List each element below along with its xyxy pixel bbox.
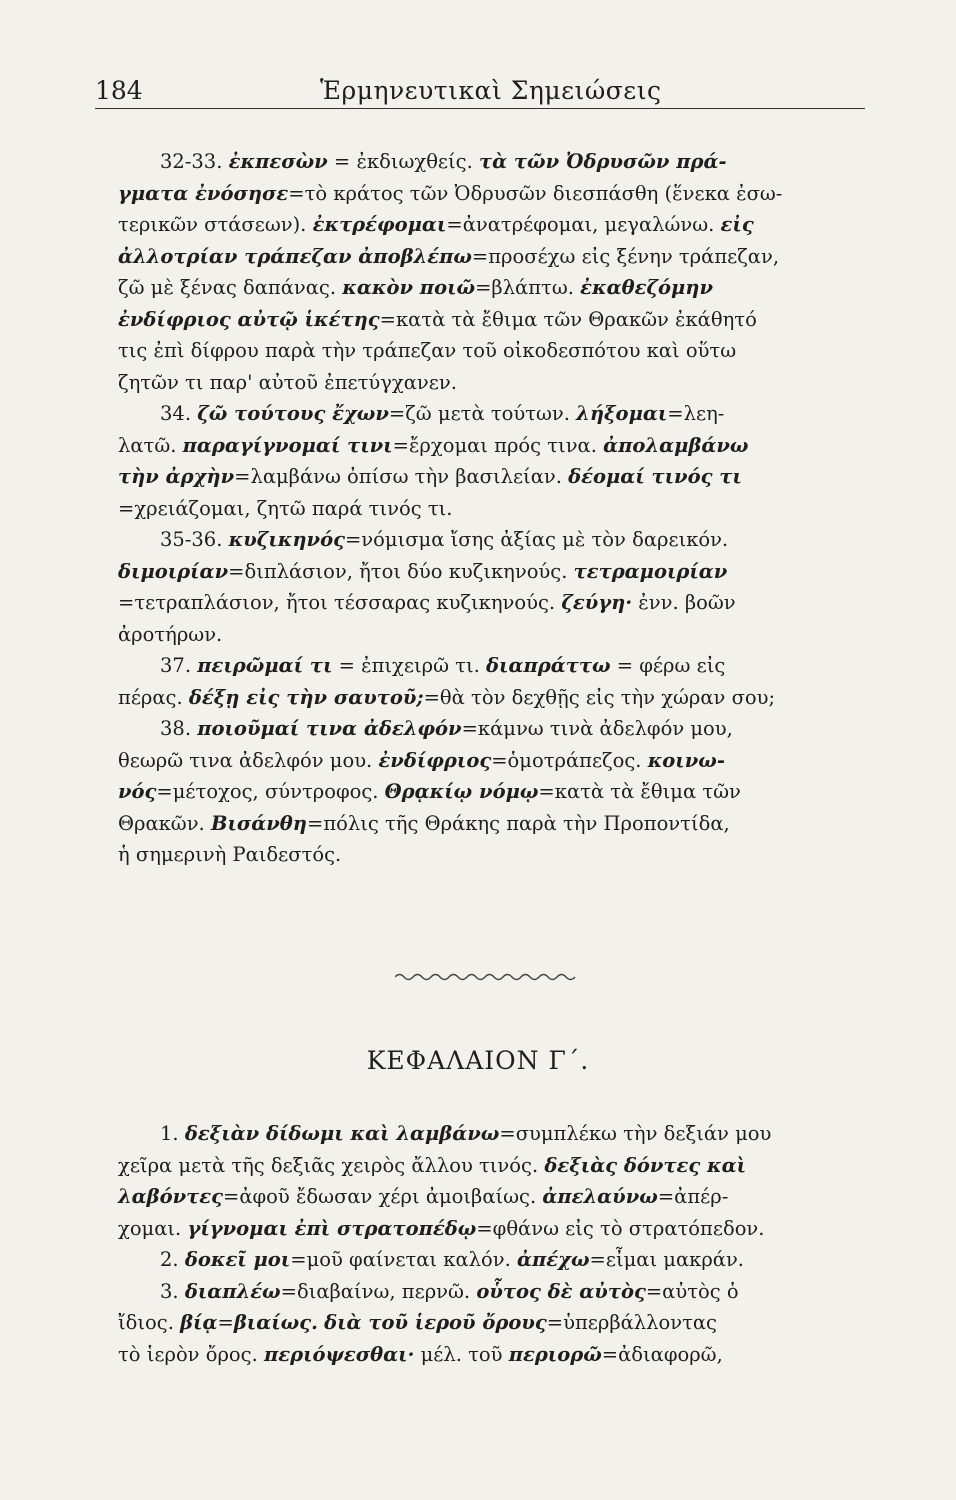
text-line	[118, 556, 870, 588]
text-line	[118, 461, 870, 493]
term: γίγνομαι ἐπὶ στρατοπέδῳ	[187, 1216, 477, 1240]
gloss-text: =ἀνατρέφομαι, μεγαλώνω.	[446, 213, 721, 236]
text-line	[118, 1213, 870, 1245]
term: οὗτος δὲ αὐτὸς	[476, 1279, 646, 1303]
gloss-text: =τετραπλάσιον, ἤτοι τέσσαρας κυζικηνούς.	[118, 591, 562, 614]
gloss-text: ζῶ μὲ ξένας δαπάνας.	[118, 276, 343, 299]
text-line	[118, 808, 870, 840]
gloss-text: =αὐτὸς ὁ	[645, 1279, 739, 1303]
text-line	[118, 1307, 870, 1339]
term: ἐνδίφριος αὐτῷ ἱκέτης	[118, 307, 380, 331]
gloss-text: =πόλις τῆς Θράκης παρὰ τὴν Προποντίδα,	[306, 811, 730, 835]
term: ἐκπεσὼν	[228, 150, 328, 173]
gloss-text: ἀροτήρων.	[118, 622, 223, 646]
gloss-text: =προσέχω εἰς ξένην τράπεζαν,	[471, 244, 780, 268]
term: ἀλλοτρίαν τράπεζαν ἀποβλέπω	[118, 244, 472, 268]
gloss-text: =λεη-	[667, 402, 725, 425]
term: διὰ τοῦ ἱεροῦ ὄρους	[324, 1311, 547, 1334]
gloss-text: =ἔρχομαι πρός τινα.	[392, 433, 604, 457]
text-line	[118, 398, 870, 430]
gloss-text: 37.	[160, 654, 198, 677]
term: ἐνδίφριος	[378, 748, 492, 772]
term: κοινω-	[647, 748, 725, 772]
gloss-text: =διαβαίνω, περνῶ.	[280, 1279, 477, 1303]
term: κακὸν ποιῶ	[342, 276, 476, 299]
gloss-text: =εἶμαι μακράν.	[589, 1248, 745, 1271]
gloss-text: =ζῶ μετὰ τούτων.	[388, 402, 577, 425]
term: γματα ἐνόσησε	[118, 181, 289, 205]
text-line	[118, 524, 870, 556]
gloss-text: =κάμνω τινὰ ἀδελφόν μου,	[461, 717, 733, 740]
term: εἰς	[720, 213, 754, 236]
text-line	[118, 776, 870, 808]
term: τετραμοιρίαν	[573, 559, 728, 583]
text-line	[118, 367, 870, 399]
gloss-text: τις ἐπὶ δίφρου παρὰ τὴν τράπεζαν τοῦ οἰκοδεσπότου καὶ οὕτω	[118, 339, 737, 362]
text-line	[118, 146, 870, 178]
notes-section-chapter-3	[118, 1118, 870, 1370]
gloss-text: 32-33.	[160, 150, 229, 173]
gloss-text: =διπλάσιον, ἤτοι δύο κυζικηνούς.	[228, 559, 574, 583]
term: λήξομαι	[576, 402, 668, 425]
gloss-text: χομαι.	[118, 1216, 188, 1240]
term: δέομαί τινός τι	[568, 465, 742, 488]
term: βιαίως.	[233, 1311, 318, 1334]
term: πειρῶμαί τι	[197, 654, 333, 677]
gloss-text: 38.	[160, 717, 198, 740]
term: ἐκτρέφομαι	[312, 213, 447, 236]
gloss-text: =ἀπέρ-	[657, 1185, 729, 1208]
term: Βισάνθη	[210, 811, 307, 835]
text-line	[118, 745, 870, 777]
term: τὴν ἀρχὴν	[118, 465, 235, 488]
gloss-text: =ὑπερβάλλοντας	[546, 1311, 717, 1334]
gloss-text: =βλάπτω.	[475, 276, 581, 299]
gloss-text: ζητῶν τι παρ' αὐτοῦ ἐπετύγχανεν.	[118, 370, 457, 394]
gloss-text: =θὰ τὸν δεχθῇς εἰς τὴν χώραν σου;	[423, 685, 776, 709]
term: παραγίγνομαί τινι	[182, 433, 393, 457]
text-line	[118, 209, 870, 241]
term: ζῶ τούτους ἔχων	[197, 402, 389, 425]
gloss-text: μέλ. τοῦ	[414, 1342, 509, 1366]
gloss-text: = ἐκδιωχθείς.	[327, 150, 479, 173]
gloss-text: =λαμβάνω ὀπίσω τὴν βασιλείαν.	[234, 465, 569, 488]
gloss-text: πέρας.	[118, 685, 189, 709]
gloss-text: 34.	[160, 402, 198, 425]
page-number: 184	[95, 76, 143, 105]
gloss-text: Θρακῶν.	[118, 811, 211, 835]
gloss-text: = ἐπιχειρῶ τι.	[332, 654, 487, 677]
text-line	[118, 1181, 870, 1213]
text-line	[118, 839, 870, 871]
gloss-text: =κατὰ τὰ ἔθιμα τῶν	[538, 780, 741, 803]
gloss-text: ἐνν. βοῶν	[632, 591, 736, 614]
gloss-text: λατῶ.	[118, 433, 183, 457]
text-line	[118, 1244, 870, 1276]
term: ἀπελαύνω	[542, 1185, 658, 1208]
notes-section-chapter-2	[118, 146, 870, 871]
term: δοκεῖ μοι	[184, 1248, 291, 1271]
gloss-text: =μοῦ φαίνεται καλόν.	[290, 1248, 517, 1271]
text-line	[118, 493, 870, 525]
gloss-text: =νόμισμα ἴσης ἀξίας μὲ τὸν δαρεικόν.	[344, 528, 729, 551]
text-line	[118, 272, 870, 304]
text-line	[118, 587, 870, 619]
term: ποιοῦμαί τινα ἀδελφόν	[197, 717, 462, 740]
running-header	[95, 72, 865, 109]
gloss-text: ἡ σημερινὴ Ραιδεστός.	[118, 843, 342, 866]
text-line	[118, 650, 870, 682]
term: περιορῶ	[508, 1342, 602, 1366]
gloss-text: 2.	[160, 1248, 185, 1271]
text-line	[118, 178, 870, 210]
term: δέξῃ εἰς τὴν σαυτοῦ;	[188, 685, 424, 709]
gloss-text: 35-36.	[160, 528, 229, 551]
wavy-divider	[395, 972, 577, 982]
term: λαβόντες	[118, 1185, 224, 1208]
term: ἐκαθεζόμην	[580, 276, 713, 299]
text-line	[118, 1118, 870, 1150]
text-line	[118, 682, 870, 714]
gloss-text: 1.	[160, 1122, 185, 1145]
gloss-text: χεῖρα μετὰ τῆς δεξιᾶς χειρὸς ἄλλου τινός.	[118, 1153, 545, 1177]
gloss-text: τὸ ἱερὸν ὄρος.	[118, 1342, 264, 1366]
gloss-text: =μέτοχος, σύντροφος.	[156, 780, 385, 803]
text-line	[118, 1339, 870, 1371]
gloss-text: =ἀφοῦ ἔδωσαν χέρι ἀμοιβαίως.	[223, 1185, 543, 1208]
running-title: Ἑρμηνευτικαὶ Σημειώσεις	[320, 76, 662, 105]
term: ἀπολαμβάνω	[603, 433, 749, 457]
term: ἀπέχω	[516, 1248, 590, 1271]
gloss-text: =ὁμοτράπεζος.	[491, 748, 648, 772]
term: δεξιὰν δίδωμι καὶ λαμβάνω	[184, 1122, 500, 1145]
gloss-text: ἴδιος.	[118, 1311, 181, 1334]
gloss-text: = φέρω εἰς	[610, 654, 726, 677]
term: δεξιὰς δόντες καὶ	[544, 1153, 747, 1177]
chapter-heading: ΚΕΦΑΛΑΙΟΝ Γ΄.	[366, 1046, 590, 1075]
text-line	[118, 619, 870, 651]
gloss-text: =κατὰ τὰ ἔθιμα τῶν Θρακῶν ἐκάθητό	[379, 307, 757, 331]
term: διμοιρίαν	[118, 559, 229, 583]
text-line	[118, 1276, 870, 1308]
term: νός	[118, 780, 157, 803]
term: τὰ τῶν Ὀδρυσῶν πρά-	[479, 150, 727, 173]
text-line	[118, 241, 870, 273]
gloss-text: =ἀδιαφορῶ,	[601, 1342, 723, 1366]
gloss-text: 3.	[160, 1279, 185, 1303]
term: ζεύγη·	[561, 591, 633, 614]
term: κυζικηνός	[228, 528, 345, 551]
gloss-text: =φθάνω εἰς τὸ στρατόπεδον.	[476, 1216, 765, 1240]
text-line	[118, 713, 870, 745]
text-line	[118, 1150, 870, 1182]
text-line	[118, 335, 870, 367]
term: διαπράττω	[486, 654, 611, 677]
text-line	[118, 430, 870, 462]
term: περιόψεσθαι·	[264, 1342, 415, 1366]
gloss-text: τερικῶν στάσεων).	[118, 213, 313, 236]
text-line	[118, 304, 870, 336]
term: διαπλέω	[184, 1279, 281, 1303]
gloss-text: =συμπλέκω τὴν δεξιάν μου	[499, 1122, 772, 1145]
term: Θρᾳκίῳ νόμῳ	[384, 780, 539, 803]
gloss-text: θεωρῶ τινα ἀδελφόν μου.	[118, 748, 379, 772]
gloss-text: =	[217, 1311, 234, 1334]
term: βίᾳ	[180, 1311, 218, 1334]
gloss-text: =τὸ κράτος τῶν Ὀδρυσῶν διεσπάσθη (ἕνεκα ἐσω-	[288, 181, 783, 205]
gloss-text: =χρειάζομαι, ζητῶ παρά τινός τι.	[118, 496, 453, 520]
